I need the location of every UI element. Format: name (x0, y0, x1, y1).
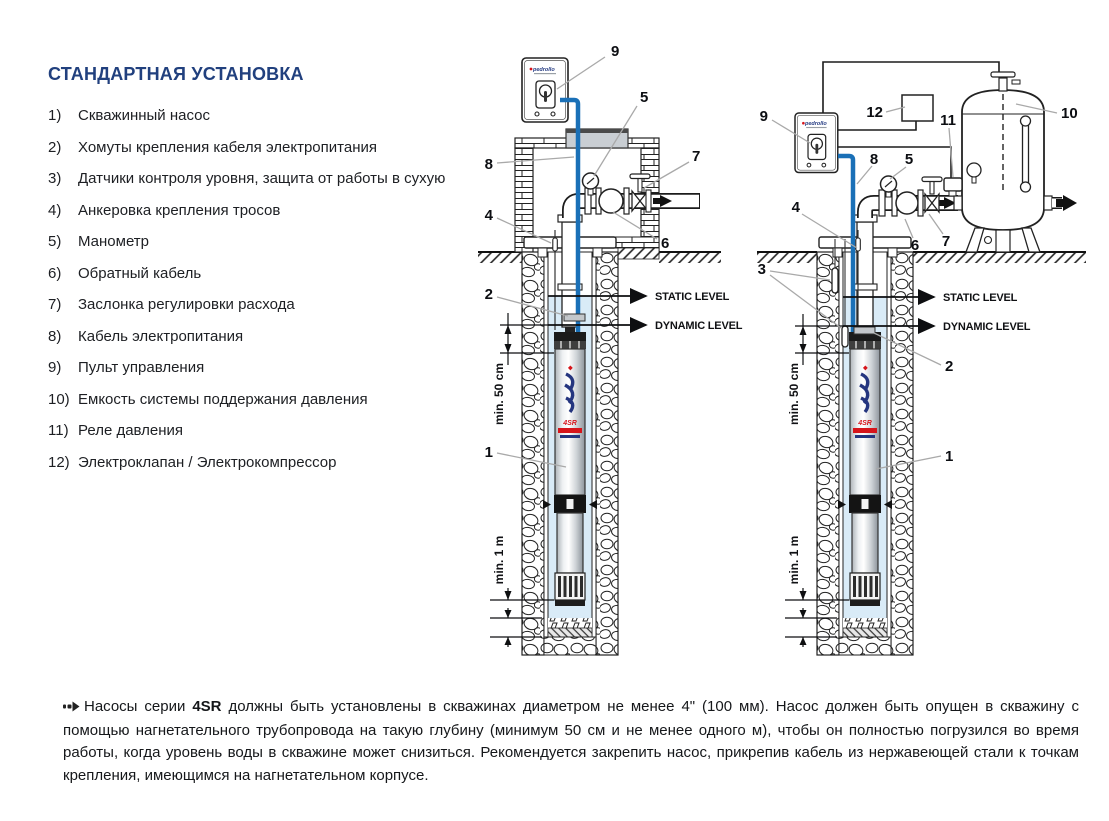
level-probe (832, 268, 838, 293)
callout-1: 1 (945, 448, 954, 465)
item-number: 11) (48, 422, 69, 439)
callout-2: 2 (945, 358, 954, 375)
solenoid-compressor-box (902, 95, 933, 121)
callout-9: 9 (611, 43, 620, 60)
note-text-1: Насосы серии (84, 698, 193, 715)
item-number: 1) (48, 107, 62, 124)
list-item (48, 201, 508, 220)
list-item (48, 138, 508, 157)
item-label: Емкость системы поддержания давления (78, 390, 368, 408)
panel-brand-label: pedrollo (533, 67, 555, 73)
rope-anchor (553, 238, 558, 251)
callout-4: 4 (791, 199, 800, 216)
ground-hatch (478, 252, 522, 263)
item-label: Заслонка регулировки расхода (78, 296, 295, 313)
item-number: 4) (48, 201, 62, 219)
outlet-arrow-icon (1063, 195, 1077, 211)
ground-hatch (913, 252, 1086, 263)
item-number: 2) (48, 138, 62, 156)
item-label: Хомуты крепления кабеля электропитания (78, 138, 377, 156)
callout-6: 6 (910, 237, 920, 254)
list-item (48, 453, 508, 472)
item-number: 9) (48, 359, 62, 376)
list-item (48, 295, 508, 314)
static-level-label: STATIC LEVEL (943, 292, 1018, 304)
callout-12: 12 (866, 104, 883, 121)
callout-3: 3 (757, 261, 766, 278)
installation-note (63, 696, 1079, 787)
diagram-well-house-installation (478, 43, 743, 655)
tank-drain (985, 237, 992, 244)
rope-anchor (856, 238, 861, 251)
cable-clamp (564, 314, 585, 321)
item-label: Обратный кабель (78, 264, 202, 282)
item-label: Датчики контроля уровня, защита от работы в сухую (78, 170, 446, 187)
callout-2: 2 (484, 286, 493, 303)
list-item (48, 358, 508, 377)
callout-9: 9 (759, 108, 768, 125)
callout-11: 11 (940, 112, 956, 129)
level-probe (842, 326, 848, 347)
item-label: Анкеровка крепления тросов (78, 201, 281, 219)
min-50cm-label: min. 50 cm (492, 362, 506, 426)
page-title: СТАНДАРТНАЯ УСТАНОВКА (48, 64, 304, 85)
callout-5: 5 (904, 151, 914, 168)
wire-to-solenoid (838, 121, 916, 130)
item-label: Скважинный насос (78, 107, 210, 124)
item-label: Пульт управления (78, 359, 205, 376)
right-arrow-icon (63, 697, 80, 720)
tank-inlet-port (954, 196, 962, 210)
list-item (48, 327, 508, 346)
item-number: 8) (48, 327, 62, 345)
min-1m-label: min. 1 m (492, 535, 506, 585)
callout-4: 4 (484, 207, 493, 224)
item-label: Реле давления (78, 422, 184, 439)
list-item (48, 106, 508, 125)
pressure-switch (944, 178, 962, 196)
note-series-name: 4SR (192, 698, 222, 715)
ground-hatch (757, 252, 817, 263)
pump-model-label: 4SR (563, 420, 577, 427)
tank-top-valve (991, 72, 1020, 91)
riser-pipe (562, 222, 578, 327)
diagram-pressure-tank-installation (757, 62, 1086, 655)
check-valve (896, 192, 918, 214)
static-level-label: STATIC LEVEL (655, 291, 730, 303)
min-50cm-label: min. 50 cm (787, 362, 801, 426)
item-number: 3) (48, 170, 62, 187)
list-item (48, 264, 508, 283)
callout-5: 5 (640, 89, 649, 106)
list-item (48, 421, 508, 440)
callout-8: 8 (484, 156, 493, 173)
legend-list (48, 106, 508, 484)
tank-outlet-port (1044, 196, 1052, 210)
list-item (48, 169, 508, 188)
list-item (48, 390, 508, 409)
panel-brand-label: pedrollo (805, 121, 827, 127)
item-number: 10) (48, 390, 70, 408)
callout-8: 8 (869, 151, 879, 168)
item-number: 5) (48, 233, 62, 250)
callout-7: 7 (692, 148, 701, 165)
item-number: 6) (48, 264, 62, 282)
tank-leg (1022, 228, 1040, 252)
item-number: 12) (48, 453, 70, 471)
diagram-svg (470, 25, 1109, 680)
cable-clamp (854, 327, 875, 334)
installation-diagrams (470, 25, 1109, 680)
callout-6: 6 (661, 235, 670, 252)
callout-7: 7 (941, 233, 951, 250)
note-text-2: должны быть установлены в скважинах диаметром не менее 4" (100 мм). Насос должен быть опущен в скважину с помощью нагнетательного трубопровода на такую глубину (минимум 50 см и не менее одного м), чтобы он полностью погрузился во время работы, когда уровень воды в скважине может снизиться. Рекомендуется закрепить насос, прикрепив кабель из нержавеющей стали к точкам крепления, имеющимся на нагнетательном корпусе. (63, 698, 1080, 784)
dynamic-level-label: DYNAMIC LEVEL (655, 320, 743, 332)
callout-1: 1 (484, 444, 493, 461)
item-label: Электроклапан / Электрокомпрессор (78, 453, 337, 471)
dynamic-level-label: DYNAMIC LEVEL (943, 321, 1031, 333)
valve-handle (922, 177, 942, 182)
min-1m-label: min. 1 m (787, 535, 801, 585)
item-label: Манометр (78, 233, 150, 250)
valve-handle (630, 174, 650, 179)
item-label: Кабель электропитания (78, 327, 244, 345)
tank-leg (966, 228, 984, 252)
list-item (48, 232, 508, 251)
item-number: 7) (48, 296, 62, 313)
check-valve (599, 189, 623, 213)
ground-hatch (659, 252, 721, 263)
callout-10: 10 (1061, 105, 1078, 122)
pressure-tank (941, 72, 1077, 252)
pump-model-label: 4SR (858, 420, 872, 427)
tank-sight-glass (1021, 116, 1031, 192)
